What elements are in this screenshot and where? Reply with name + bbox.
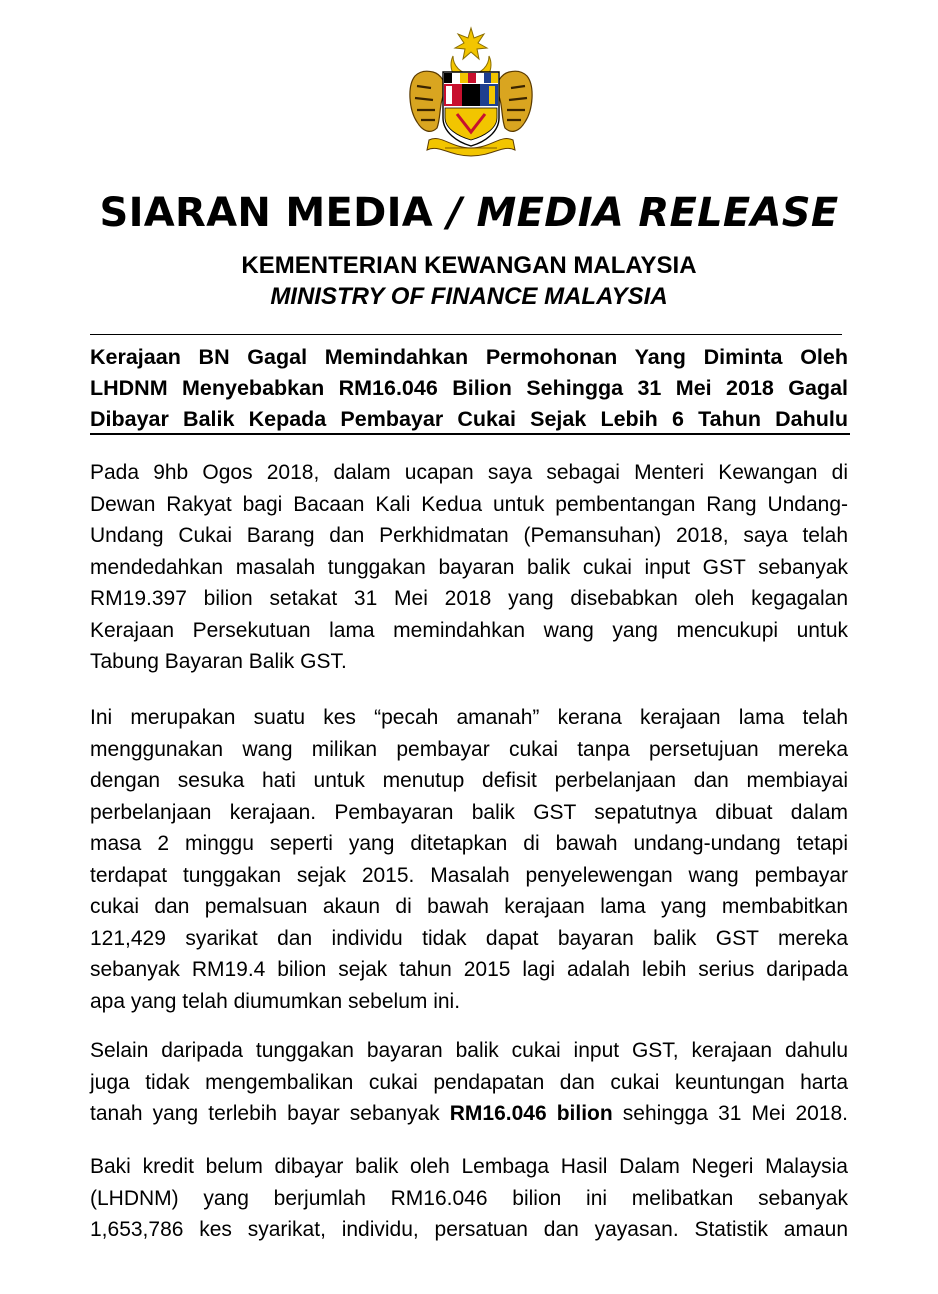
headline-line: Kerajaan BN Gagal Memindahkan Permohonan Yang Diminta Oleh <box>90 345 848 369</box>
headline-underline <box>90 433 850 435</box>
paragraph-line: 1,653,786 kes syarikat, individu, persatuan dan yayasan. Statistik amaun <box>90 1218 848 1241</box>
paragraph-line: (LHDNM) yang berjumlah RM16.046 bilion ini melibatkan sebanyak <box>90 1186 848 1210</box>
paragraph-4 <box>90 1151 848 1246</box>
paragraph-line: Dewan Rakyat bagi Bacaan Kali Kedua untuk pembentangan Rang Undang- <box>90 492 848 516</box>
paragraph-line: terdapat tunggakan sejak 2015. Masalah penyelewengan wang pembayar <box>90 863 848 887</box>
paragraph-line: masa 2 minggu seperti yang ditetapkan di bawah undang-undang tetapi <box>90 832 848 855</box>
paragraph-line: 121,429 syarikat dan individu tidak dapat bayaran balik GST mereka <box>90 926 848 950</box>
headline <box>90 342 848 435</box>
paragraph-line: sebanyak RM19.4 bilion sejak tahun 2015 lagi adalah lebih serius daripada <box>90 958 848 981</box>
paragraph-line: Pada 9hb Ogos 2018, dalam ucapan saya sebagai Menteri Kewangan di <box>90 461 848 484</box>
paragraph-1 <box>90 457 848 678</box>
paragraph-line: juga tidak mengembalikan cukai pendapatan dan cukai keuntungan harta <box>90 1070 848 1094</box>
paragraph-line: dengan sesuka hati untuk menutup defisit perbelanjaan dan membiayai <box>90 769 848 792</box>
paragraph-line: Selain daripada tunggakan bayaran balik cukai input GST, kerajaan dahulu <box>90 1039 848 1062</box>
paragraph-3 <box>90 1035 848 1130</box>
paragraph-line: mendedahkan masalah tunggakan bayaran balik cukai input GST sebanyak <box>90 555 848 579</box>
headline-line: Dibayar Balik Kepada Pembayar Cukai Sejak Lebih 6 Tahun Dahulu <box>90 407 848 431</box>
paragraph-line: Tabung Bayaran Balik GST. <box>90 650 347 673</box>
paragraph-line: cukai dan pemalsuan akaun di bawah kerajaan lama yang membabitkan <box>90 895 848 918</box>
title-malay: SIARAN MEDIA <box>99 190 434 236</box>
title-english: MEDIA RELEASE <box>476 190 839 236</box>
paragraph-2 <box>90 702 848 1017</box>
paragraph-line-with-amount <box>90 1098 848 1130</box>
title-separator: / <box>447 190 463 236</box>
paragraph-line: Kerajaan Persekutuan lama memindahkan wang yang mencukupi untuk <box>90 618 848 642</box>
headline-line: LHDNM Menyebabkan RM16.046 Bilion Sehingga 31 Mei 2018 Gagal <box>90 376 848 400</box>
coat-of-arms-crest <box>401 22 541 162</box>
ministry-name-english: MINISTRY OF FINANCE MALAYSIA <box>270 283 668 310</box>
document-title <box>0 190 938 236</box>
paragraph-line: apa yang telah diumumkan sebelum ini. <box>90 989 461 1013</box>
paragraph-line: RM19.397 bilion setakat 31 Mei 2018 yang disebabkan oleh kegagalan <box>90 587 848 610</box>
highlighted-amount: RM16.046 bilion <box>449 1102 613 1125</box>
amount-text-before: tanah yang terlebih bayar sebanyak <box>90 1102 450 1125</box>
paragraph-line: Baki kredit belum dibayar balik oleh Lembaga Hasil Dalam Negeri Malaysia <box>90 1155 848 1178</box>
paragraph-line: menggunakan wang milikan pembayar cukai tanpa persetujuan mereka <box>90 737 848 761</box>
ministry-name-malay: KEMENTERIAN KEWANGAN MALAYSIA <box>241 252 697 279</box>
paragraph-line: Undang Cukai Barang dan Perkhidmatan (Pemansuhan) 2018, saya telah <box>90 524 848 547</box>
amount-text-after: sehingga 31 Mei 2018. <box>612 1102 848 1125</box>
paragraph-line: perbelanjaan kerajaan. Pembayaran balik GST sepatutnya dibuat dalam <box>90 800 848 824</box>
header-divider <box>90 334 842 335</box>
paragraph-line: Ini merupakan suatu kes “pecah amanah” kerana kerajaan lama telah <box>90 706 848 729</box>
